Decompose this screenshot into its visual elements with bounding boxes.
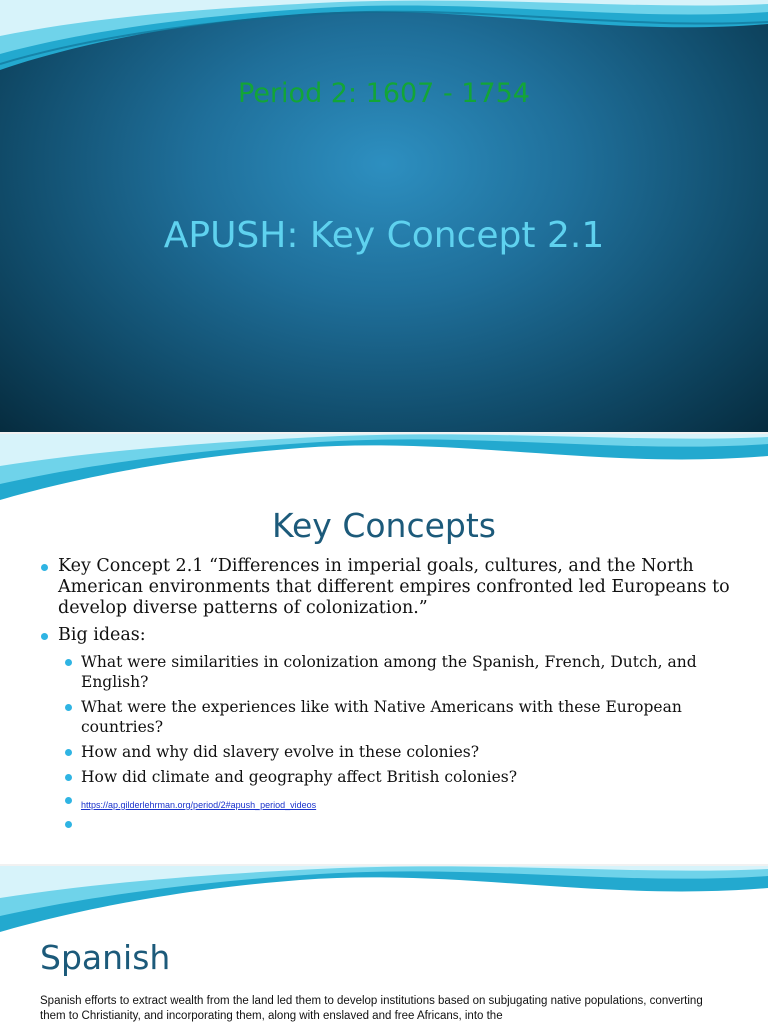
sub-bullet-text: How and why did slavery evolve in these colonies?: [81, 743, 480, 761]
title-slide: [0, 0, 768, 432]
key-concepts-slide: [0, 434, 768, 864]
slide-heading: Key Concepts: [272, 506, 496, 545]
sub-list-item: [38, 652, 738, 692]
wave-decoration: [0, 434, 768, 504]
sub-bullet-text: What were the experiences like with Native Americans with these European countries?: [81, 698, 682, 736]
sub-list-item: [38, 814, 738, 834]
wave-decoration: [0, 866, 768, 936]
slide-body-text: Spanish efforts to extract wealth from the land led them to develop institutions based on subjugating native populations, converting them to Christianity, and incorporating them, along with enslaved and free Africans, into the: [40, 995, 703, 1022]
bullet-list: [38, 556, 738, 839]
slide-title: APUSH: Key Concept 2.1: [163, 215, 605, 256]
bullet-icon: [41, 633, 48, 640]
slide-heading: Spanish: [40, 938, 171, 977]
bullet-icon: [65, 797, 72, 804]
sub-list-item: [38, 793, 738, 809]
bullet-text: Key Concept 2.1 “Differences in imperial goals, cultures, and the North American environments that different empires confronted led Europeans to develop diverse patterns of colonization.”: [58, 556, 730, 618]
spanish-slide: [0, 866, 768, 1024]
sub-bullet-text: What were similarities in colonization among the Spanish, French, Dutch, and English?: [81, 653, 697, 691]
period-videos-link[interactable]: https://ap.gilderlehrman.org/period/2#apush_period_videos: [81, 800, 317, 810]
list-item: [38, 556, 738, 619]
sub-list-item: [38, 697, 738, 737]
slide-subtitle: Period 2: 1607 - 1754: [238, 78, 530, 109]
bullet-icon: [65, 659, 72, 666]
sub-bullet-text: How did climate and geography affect British colonies?: [81, 768, 518, 786]
bullet-icon: [65, 749, 72, 756]
bullet-icon: [65, 704, 72, 711]
bullet-icon: [65, 774, 72, 781]
sub-list-item: [38, 742, 738, 762]
list-item: [38, 625, 738, 646]
bullet-text: Big ideas:: [58, 625, 146, 645]
bullet-icon: [41, 564, 48, 571]
bullet-icon: [65, 821, 72, 828]
wave-decoration: [0, 0, 768, 70]
sub-list-item: [38, 767, 738, 787]
